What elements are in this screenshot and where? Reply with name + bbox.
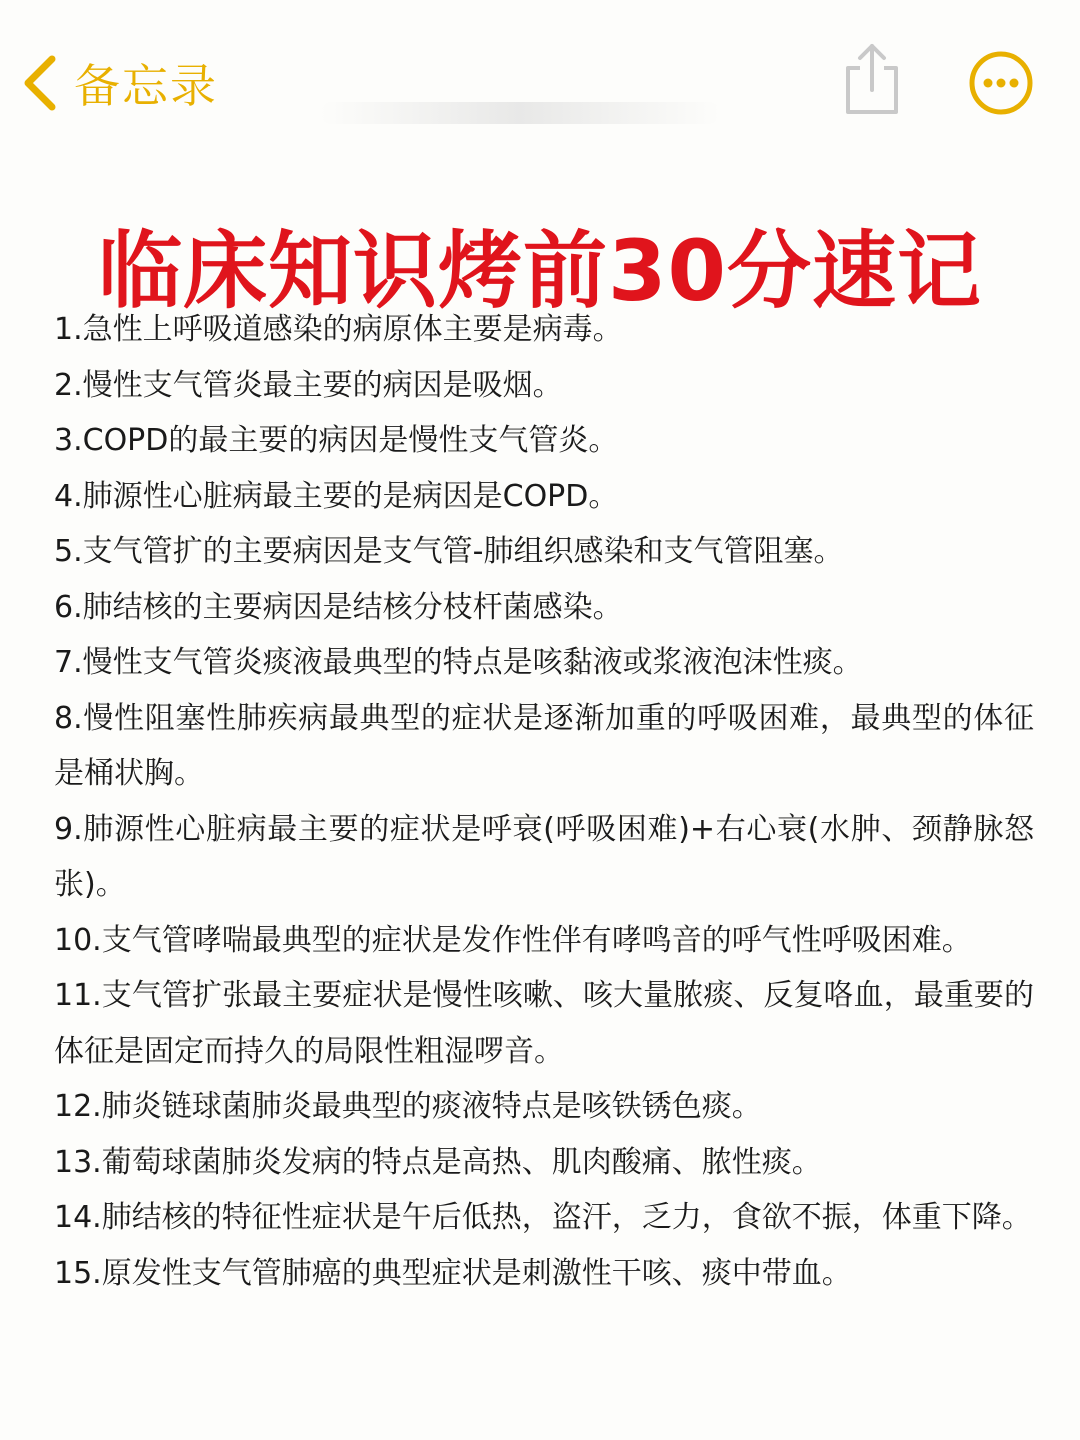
list-item: 14.肺结核的特征性症状是午后低热，盗汗，乏力，食欲不振，体重下降。 bbox=[54, 1200, 1032, 1235]
chevron-left-icon bbox=[20, 53, 60, 113]
list-item: 10.支气管哮喘最典型的症状是发作性伴有哮鸣音的呼气性呼吸困难。 bbox=[54, 922, 972, 958]
blurred-subtitle bbox=[320, 102, 720, 124]
note-body bbox=[54, 302, 1034, 1301]
more-icon bbox=[968, 50, 1034, 116]
list-item: 13.葡萄球菌肺炎发病的特点是高热、肌肉酸痛、脓性痰。 bbox=[54, 1144, 822, 1180]
navigation-bar bbox=[0, 0, 1080, 150]
list-item: 3.COPD的最主要的病因是慢性支气管炎。 bbox=[54, 423, 619, 458]
list-item: 12.肺炎链球菌肺炎最典型的痰液特点是咳铁锈色痰。 bbox=[54, 1089, 762, 1124]
back-button[interactable] bbox=[20, 48, 218, 118]
list-item: 11.支气管扩张最主要症状是慢性咳嗽、咳大量脓痰、反复咯血，最重要的体征是固定而持久的局限性粗湿啰音。 bbox=[54, 978, 1034, 1069]
share-button[interactable] bbox=[840, 42, 904, 116]
list-item: 15.原发性支气管肺癌的典型症状是刺激性干咳、痰中带血。 bbox=[54, 1255, 852, 1291]
note-title: 临床知识烤前30分速记 bbox=[98, 222, 982, 321]
list-item: 9.肺源性心脏病最主要的症状是呼衰(呼吸困难)+右心衰(水肿、颈静脉怒张)。 bbox=[54, 811, 1034, 902]
list-item: 5.支气管扩的主要病因是支气管-肺组织感染和支气管阻塞。 bbox=[54, 534, 844, 569]
list-item: 1.急性上呼吸道感染的病原体主要是病毒。 bbox=[54, 312, 623, 347]
share-icon bbox=[840, 42, 904, 116]
list-item: 6.肺结核的主要病因是结核分枝杆菌感染。 bbox=[54, 589, 623, 625]
more-button[interactable] bbox=[968, 50, 1034, 116]
list-item: 2.慢性支气管炎最主要的病因是吸烟。 bbox=[54, 367, 563, 403]
list-item: 7.慢性支气管炎痰液最典型的特点是咳黏液或浆液泡沫性痰。 bbox=[54, 645, 863, 680]
back-label: 备忘录 bbox=[74, 59, 218, 113]
list-item: 8.慢性阻塞性肺疾病最典型的症状是逐渐加重的呼吸困难，最典型的体征是桶状胸。 bbox=[54, 700, 1034, 791]
list-item: 4.肺源性心脏病最主要的是病因是COPD。 bbox=[54, 478, 619, 514]
